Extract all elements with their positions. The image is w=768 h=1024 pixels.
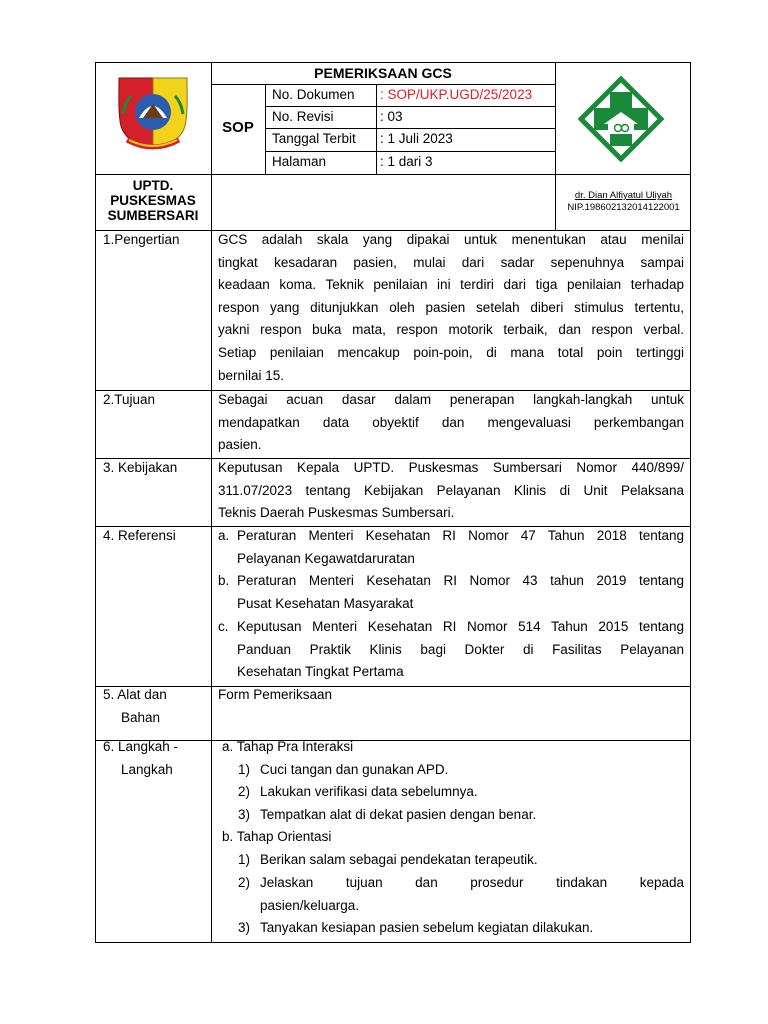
sop-label: SOP — [222, 119, 254, 136]
meta-label-tanggal-terbit: Tanggal Terbit — [272, 131, 356, 146]
referensi-marker: b. — [218, 573, 230, 588]
text-line: Teknis Daerah Puskesmas Sumbersari. — [218, 505, 455, 521]
org-name-line: PUSKESMAS — [110, 193, 196, 208]
section-label-langkah: 6. Langkah - — [103, 739, 179, 754]
signer-name: dr. Dian Alfiyatul Uliyah — [574, 190, 673, 201]
meta-value-divider — [376, 84, 377, 174]
meta-value-no-dokumen: : SOP/UKP.UGD/25/2023 — [380, 87, 533, 102]
step-text: Cuci tangan dan gunakan APD. — [260, 762, 449, 777]
pengertian-text — [218, 229, 684, 387]
section-label-tujuan: 2.Tujuan — [103, 392, 156, 407]
text-line: Jelaskan tujuan dan prosedur tindakan kepada — [260, 875, 684, 890]
text-line: GCS adalah skala yang dipakai untuk menentukan atau menilai — [218, 232, 684, 247]
sop-label-divider — [265, 84, 266, 174]
referensi-item — [237, 525, 684, 570]
alat-text: Form Pemeriksaan — [218, 687, 333, 702]
step-text: Tanyakan kesiapan pasien sebelum kegiatan dilakukan. — [260, 920, 594, 935]
text-line: keadaan koma. Teknik penilaian ini terdiri dari tiga penilaian terhadap — [218, 277, 684, 293]
text-line: Pelayanan Kegawatdaruratan — [237, 550, 415, 566]
section-divider — [95, 686, 691, 687]
step-text: Lakukan verifikasi data sebelumnya. — [260, 784, 478, 799]
text-line: yakni respon buka mata, respon motorik terbaik, dan respon verbal. — [218, 322, 684, 338]
referensi-item — [237, 616, 684, 684]
text-line: Kesehatan Tingkat Pertama — [237, 664, 404, 680]
step-number: 3) — [238, 807, 251, 822]
header-divider — [95, 174, 691, 175]
referensi-marker: c. — [218, 619, 229, 634]
text-line: Setiap penilaian mencakup poin-poin, di mana total poin tertinggi — [218, 344, 684, 360]
section-label-kebijakan: 3. Kebijakan — [103, 460, 178, 475]
text-line: Peraturan Menteri Kesehatan RI Nomor 43 tahun 2019 tentang — [237, 573, 684, 588]
section-label-alat: 5. Alat dan — [103, 687, 167, 702]
step-text: Berikan salam sebagai pendekatan terapeutik. — [260, 852, 538, 867]
meta-value-no-revisi: : 03 — [380, 109, 403, 124]
kebijakan-text — [218, 457, 684, 525]
referensi-item — [237, 570, 684, 615]
step-text-block — [260, 872, 684, 917]
column-divider — [211, 62, 212, 943]
text-line: Sebagai acuan dasar dalam penerapan langkah-langkah untuk — [218, 392, 684, 407]
text-line: mendapatkan data obyektif dan mengevaluasi perkembangan — [218, 414, 684, 430]
step-number: 3) — [238, 920, 251, 935]
meta-label-halaman: Halaman — [272, 154, 327, 169]
meta-value-tanggal-terbit: : 1 Juli 2023 — [380, 131, 453, 146]
org-name-line: UPTD. — [132, 178, 174, 193]
text-line: bernilai 15. — [218, 367, 285, 383]
text-line: Panduan Praktik Klinis bagi Dokter di Fasilitas Pelayanan — [237, 641, 684, 657]
meta-line — [265, 128, 555, 129]
puskesmas-cross-icon — [578, 76, 664, 162]
text-line: Keputusan Kepala UPTD. Puskesmas Sumbersari Nomor 440/899/ — [218, 460, 684, 475]
stage-title: b. Tahap Orientasi — [222, 829, 332, 844]
section-label-langkah: Langkah — [121, 762, 173, 777]
meta-line — [265, 151, 555, 152]
step-number: 2) — [238, 784, 251, 799]
section-divider — [95, 740, 691, 741]
title-underline — [211, 84, 555, 85]
header-right-divider — [555, 62, 556, 230]
text-line: Peraturan Menteri Kesehatan RI Nomor 47 Tahun 2018 tentang — [237, 528, 684, 543]
step-number: 1) — [238, 762, 251, 777]
page-title: PEMERIKSAAN GCS — [314, 65, 452, 81]
meta-value-halaman: : 1 dari 3 — [380, 154, 433, 169]
text-line: Keputusan Menteri Kesehatan RI Nomor 514 Tahun 2015 tentang — [237, 619, 684, 634]
stage-title: a. Tahap Pra Interaksi — [222, 739, 354, 754]
step-number: 2) — [238, 875, 251, 890]
section-label-pengertian: 1.Pengertian — [103, 232, 180, 247]
section-label-alat: Bahan — [121, 710, 161, 725]
text-line: pasien/keluarga. — [260, 897, 360, 913]
text-line: tingkat kesadaran pasien, mulai dari sadar sepenuhnya sampai — [218, 254, 684, 270]
section-label-referensi: 4. Referensi — [103, 528, 176, 543]
meta-label-no-dokumen: No. Dokumen — [272, 87, 355, 102]
text-line: 311.07/2023 tentang Kebijakan Pelayanan Klinis di Unit Pelaksana — [218, 482, 684, 498]
tujuan-text — [218, 389, 684, 457]
text-line: respon yang ditunjukkan oleh pasien setelah diberi stimulus tertentu, — [218, 299, 684, 315]
regency-emblem-icon — [113, 74, 193, 160]
meta-label-no-revisi: No. Revisi — [272, 109, 334, 124]
org-name-line: SUMBERSARI — [107, 208, 199, 223]
referensi-marker: a. — [218, 528, 230, 543]
step-number: 1) — [238, 852, 251, 867]
text-line: Pusat Kesehatan Masyarakat — [237, 595, 414, 611]
text-line: pasien. — [218, 437, 262, 453]
meta-line — [265, 106, 555, 107]
step-text: Tempatkan alat di dekat pasien dengan benar. — [260, 807, 537, 822]
signer-nip: NIP.198602132014122001 — [567, 202, 680, 213]
